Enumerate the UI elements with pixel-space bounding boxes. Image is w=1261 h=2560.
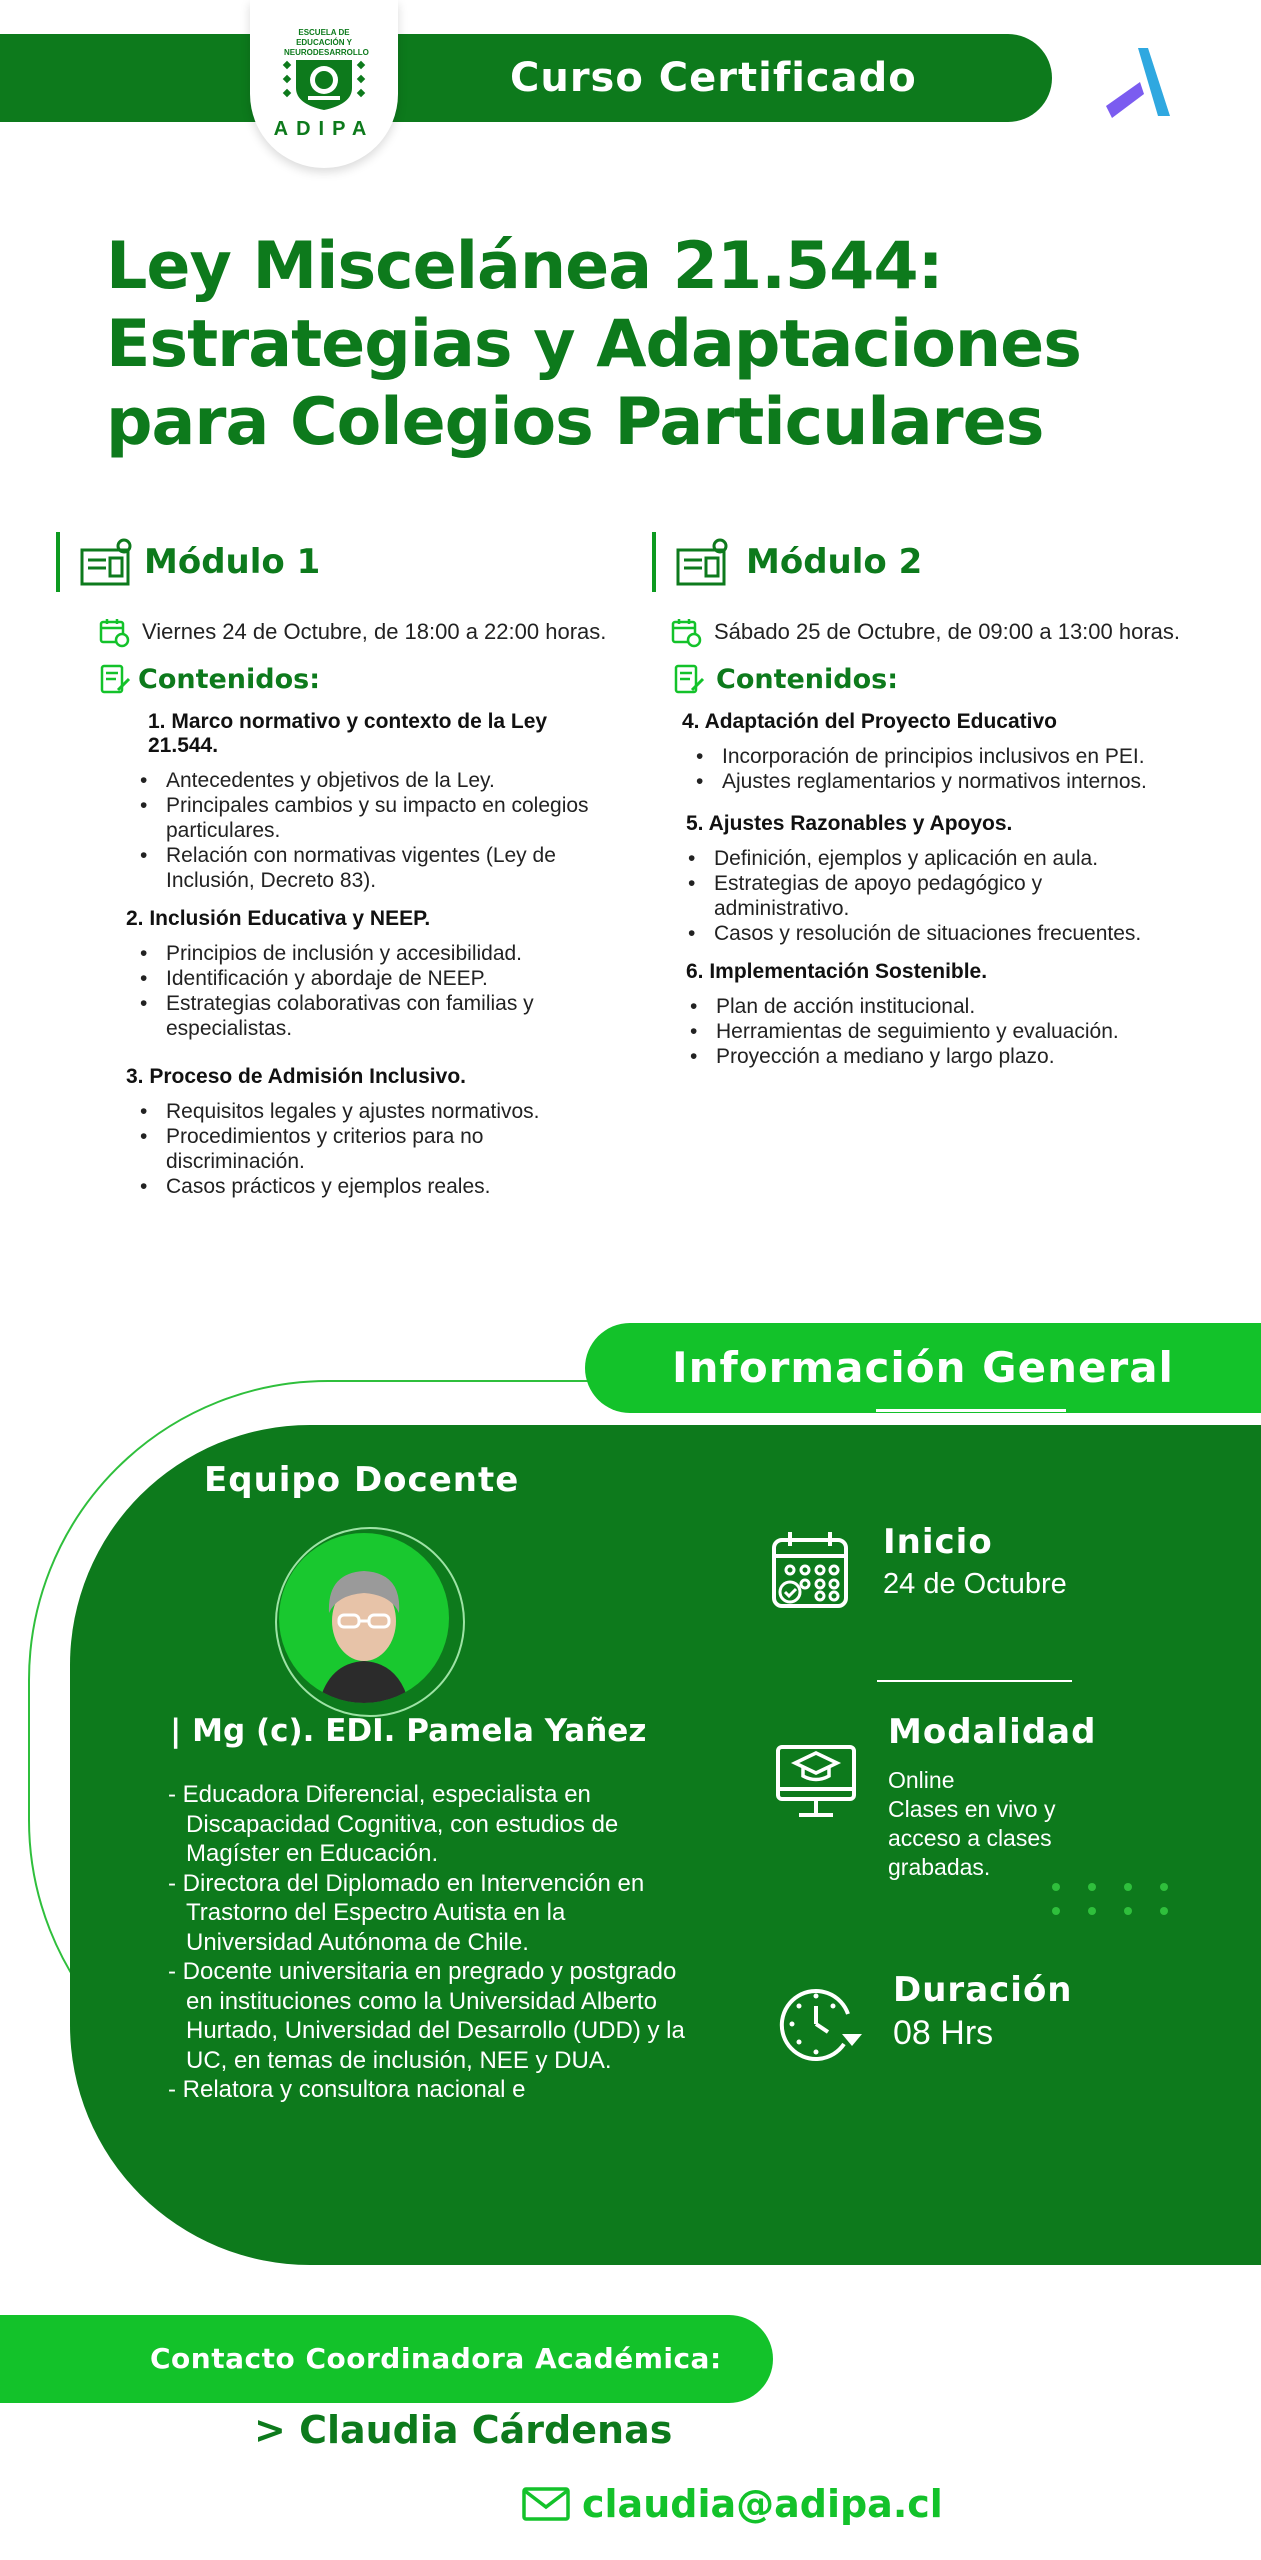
title-line: para Colegios Particulares (106, 385, 1044, 460)
mode-line: grabadas. (888, 1854, 991, 1880)
module-board-icon (78, 536, 136, 588)
topic-heading: 4. Adaptación del Proyecto Educativo (682, 710, 1057, 733)
topic-heading: 5. Ajustes Razonables y Apoyos. (686, 812, 1013, 835)
mode-line: Online (888, 1767, 955, 1793)
logo-small-text: ESCUELA DE EDUCACIÓN Y NEURODESARROLLO (284, 28, 369, 57)
bullet-item: • Incorporación de principios inclusivos en PEI. (682, 744, 1242, 769)
bullet-item: • Requisitos legales y ajustes normativos. (126, 1099, 586, 1124)
module-date-text: Sábado 25 de Octubre, de 09:00 a 13:00 horas. (714, 619, 1181, 644)
topic-bullets (682, 744, 1242, 794)
module-date (670, 616, 1212, 648)
topic-block (686, 960, 1212, 1069)
team-title: Equipo Docente (204, 1460, 520, 1500)
start-value: 24 de Octubre (883, 1568, 1067, 1600)
duration-value: 08 Hrs (893, 2014, 994, 2052)
title-line: Ley Miscelánea 21.544: (106, 229, 943, 304)
topic-heading: 3. Proceso de Admisión Inclusivo. (126, 1065, 466, 1088)
teacher-photo (275, 1527, 465, 1717)
bullet-item: • Estrategias de apoyo pedagógico y administrativo. (674, 871, 1144, 921)
mode-label: Modalidad (888, 1712, 1097, 1752)
duration-label: Duración (893, 1970, 1073, 2010)
dot (1160, 1907, 1168, 1915)
module-2 (652, 532, 1212, 1069)
contact-email-text[interactable]: claudia@adipa.cl (582, 2482, 943, 2526)
topic-bullets (126, 768, 686, 893)
topic-block (126, 710, 616, 893)
topic-block (682, 710, 1212, 794)
dot (1088, 1907, 1096, 1915)
contact-email[interactable] (522, 2482, 943, 2526)
module-header (56, 532, 616, 592)
title-line: Estrategias y Adaptaciones (106, 307, 1081, 382)
contents-label: Contenidos: (138, 663, 321, 695)
module-date (98, 616, 616, 648)
mode-details (888, 1766, 1096, 1882)
contents-header (672, 662, 1212, 696)
dot (1052, 1883, 1060, 1891)
decorative-dots (1052, 1883, 1177, 1925)
start-info (883, 1522, 1067, 1601)
contact-name: > Claudia Cárdenas (254, 2408, 673, 2452)
bullet-item: • Antecedentes y objetivos de la Ley. (126, 768, 686, 793)
mail-icon (522, 2487, 570, 2521)
module-header (652, 532, 1212, 592)
teacher-portrait-icon (279, 1533, 449, 1703)
calendar-clock-icon (670, 616, 702, 648)
bullet-item: • Identificación y abordaje de NEEP. (126, 966, 606, 991)
topic-bullets (674, 846, 1214, 946)
bullet-item: • Proyección a mediano y largo plazo. (676, 1044, 1216, 1069)
module-1 (56, 532, 616, 1199)
module-title: Módulo 2 (746, 542, 923, 582)
mode-line: Clases en vivo y (888, 1796, 1056, 1822)
topic-heading: 2. Inclusión Educativa y NEEP. (126, 907, 431, 930)
bullet-item: • Principios de inclusión y accesibilidad. (126, 941, 606, 966)
topic-heading: 1. Marco normativo y contexto de la Ley 21.544. (148, 710, 548, 757)
mode-info (888, 1712, 1096, 1882)
topic-block (126, 907, 616, 1041)
contact-pill (0, 2315, 773, 2403)
document-edit-icon (672, 662, 706, 696)
teacher-bio (168, 1780, 688, 2105)
duration-info (893, 1970, 1073, 2053)
bio-line: - Directora del Diplomado en Intervención en Trastorno del Espectro Autista en la Universidad Autónoma de Chile. (168, 1869, 645, 1956)
bullet-item: • Definición, ejemplos y aplicación en aula. (674, 846, 1214, 871)
banner-title: Curso Certificado (510, 55, 917, 101)
top-banner (0, 34, 1052, 122)
bullet-item: • Plan de acción institucional. (676, 994, 1216, 1019)
logo-shield-icon (264, 8, 384, 118)
logo-word: ADIPA (273, 118, 375, 140)
contents-label: Contenidos: (716, 663, 899, 695)
bullet-item: • Principales cambios y su impacto en colegios particulares. (126, 793, 686, 843)
adipa-a-mark-icon (1100, 44, 1170, 120)
bullet-item: • Herramientas de seguimiento y evaluación. (676, 1019, 1216, 1044)
info-title: Información General (672, 1343, 1174, 1392)
bullet-item: • Procedimientos y criterios para no discriminación. (126, 1124, 586, 1174)
topic-block (126, 1065, 616, 1199)
teacher-name: | Mg (c). EDI. Pamela Yañez (170, 1713, 647, 1749)
avatar (279, 1533, 449, 1703)
topic-bullets (676, 994, 1216, 1069)
dot (1160, 1883, 1168, 1891)
bullet-item: • Relación con normativas vigentes (Ley de Inclusión, Decreto 83). (126, 843, 646, 893)
course-title (106, 228, 1206, 462)
module-board-icon (674, 536, 732, 588)
calendar-clock-icon (98, 616, 130, 648)
topic-bullets (126, 941, 606, 1041)
dot (1124, 1883, 1132, 1891)
contact-title: Contacto Coordinadora Académica: (150, 2342, 722, 2375)
bio-line: - Docente universitaria en pregrado y postgrado en instituciones como la Universidad Alberto Hurtado, Universidad del Desarrollo (UDD) y la UC, en temas de inclusión, NEE y DUA. (168, 1958, 685, 2074)
bullet-item: • Casos y resolución de situaciones frecuentes. (674, 921, 1214, 946)
clock-icon (778, 1984, 864, 2064)
info-divider (877, 1680, 1072, 1682)
module-date-text: Viernes 24 de Octubre, de 18:00 a 22:00 horas. (142, 619, 607, 644)
dot (1052, 1907, 1060, 1915)
contents-header (98, 662, 616, 696)
calendar-icon (770, 1530, 850, 1610)
online-class-icon (775, 1733, 857, 1821)
info-title-underline (876, 1409, 1066, 1412)
document-edit-icon (98, 662, 132, 696)
bullet-item: • Estrategias colaborativas con familias y especialistas. (126, 991, 606, 1041)
bio-line: - Relatora y consultora nacional e (168, 2076, 526, 2103)
start-label: Inicio (883, 1522, 993, 1562)
bio-line: - Educadora Diferencial, especialista en Discapacidad Cognitiva, con estudios de Magíster en Educación. (168, 1781, 619, 1867)
module-title: Módulo 1 (144, 542, 321, 582)
topic-bullets (126, 1099, 586, 1199)
bullet-item: • Casos prácticos y ejemplos reales. (126, 1174, 586, 1199)
topic-block (686, 812, 1212, 946)
adipa-logo (250, 0, 398, 168)
dot (1088, 1883, 1096, 1891)
info-title-pill (585, 1323, 1261, 1413)
bullet-item: • Ajustes reglamentarios y normativos internos. (682, 769, 1242, 794)
topic-heading: 6. Implementación Sostenible. (686, 960, 988, 983)
mode-line: acceso a clases (888, 1825, 1052, 1851)
dot (1124, 1907, 1132, 1915)
